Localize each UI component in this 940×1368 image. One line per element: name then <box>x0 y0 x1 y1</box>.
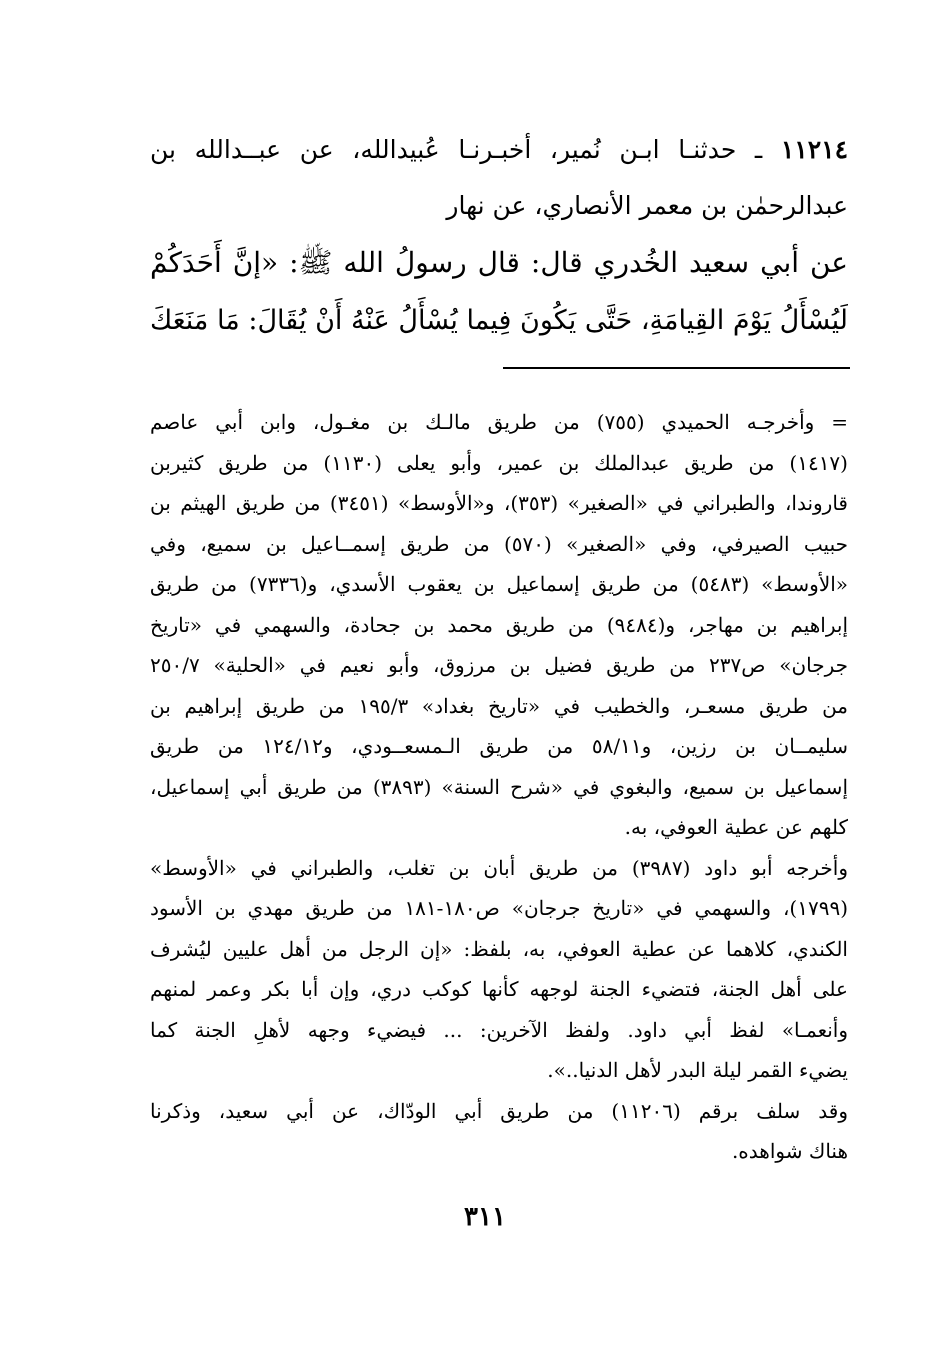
hadith-line-1 <box>150 122 848 178</box>
hadith-number: ١١٢١٤ <box>780 135 848 164</box>
hadith-text <box>150 122 848 350</box>
footnote-line: إبراهيم بن مهاجر، و(٩٤٨٤) من طريق محمد بن جحادة، والسهمي في «تاريخ <box>150 612 848 637</box>
page-number: ٣١١ <box>464 1202 506 1232</box>
footnote-line: جرجان» ص٢٣٧ من طريق فضيل بن مرزوق، وأبو نعيم في «الحلية» ٢٥٠/٧ <box>150 653 848 677</box>
footnote-line: حبيب الصيرفي، وفي «الصغير» (٥٧٠) من طريق إسمــاعيل بن سميع، وفي <box>150 531 848 556</box>
hadith-line-3: عن أبي سعيد الخُدري قال: قال رسولُ الله ﷺ: «إنَّ أَحَدَكُمْ <box>150 246 848 279</box>
footnote-divider <box>503 367 850 369</box>
footnote-line: سليمــان بن رزين، و٥٨/١١ من طريق الـمسعــودي، و١٢٤/١٢ من طريق <box>150 734 848 758</box>
footnote-line: قاروندا، والطبراني في «الصغير» (٣٥٣)، و«الأوسط» (٣٤٥١) من طريق الهيثم بن <box>150 491 848 515</box>
footnote-line: من طريق مسعـر، والخطيب في «تاريخ بغداد» ١٩٥/٣ من طريق إبراهيم بن <box>150 693 848 718</box>
footnotes <box>150 402 848 1172</box>
footnote-line: إسماعيل بن سميع، والبغوي في «شرح السنة» (٣٨٩٣) من طريق أبي إسماعيل، <box>150 774 848 799</box>
footnote-line: «الأوسط» (٥٤٨٣) من طريق إسماعيل بن يعقوب الأسدي، و(٧٣٣٦) من طريق <box>150 572 848 596</box>
footnote-line: كلهم عن عطية العوفي، به. <box>624 815 848 839</box>
footnote-line: وقد سلف برقم (١١٢٠٦) من طريق أبي الودّاك، عن أبي سعيد، وذكرنا <box>150 1098 848 1123</box>
footnote-line: يضيء القمر ليلة البدر لأهل الدنيا..». <box>547 1058 848 1082</box>
hadith-line-2: عبدالرحمٰن بن معمر الأنصاري، عن نهار <box>446 191 848 220</box>
isnad-text-1: ـ حدثنـا ابـن نُمير، أخبـرنـا عُبيدالله، عن عبــدالله بن <box>150 135 763 164</box>
footnote-line: وأخرجه أبو داود (٣٩٨٧) من طريق أبان بن تغلب، والطبراني في «الأوسط» <box>150 855 848 880</box>
footnote-line: وأنعمـا» لفظ أبي داود. ولفظ الآخرين: ... فيضيء وجهه لأهلِ الجنة كما <box>150 1017 848 1042</box>
footnote-line: على أهل الجنة، فتضيء الجنة لوجهه كأنها كوكب دري، وإن أبا بكر وعمر لمنهم <box>150 977 848 1001</box>
footnote-line: الكندي، كلاهما عن عطية العوفي، به، بلفظ: «إن الرجل من أهل عليين ليُشرف <box>150 936 848 961</box>
footnote-line: هناك شواهده. <box>731 1139 848 1163</box>
footnote-line: (١٧٩٩)، والسهمي في «تاريخ جرجان» ص١٨٠-١٨١ من طريق مهدي بن الأسود <box>150 896 848 920</box>
footnote-line: = وأخرجـه الحميدي (٧٥٥) من طريق مالـك بن مغـول، وابن أبي عاصم <box>150 410 848 434</box>
footnote-line: (١٤١٧) من طريق عبدالملك بن عمير، وأبو يعلى (١١٣٠) من طريق كثيربن <box>150 450 848 475</box>
hadith-line-4: لَيُسْأَلُ يَوْمَ القِيامَةِ، حَتَّى يَكُونَ فِيما يُسْأَلُ عَنْهُ أَنْ يُقَالَ: مَا مَنَعَكَ <box>150 305 848 336</box>
